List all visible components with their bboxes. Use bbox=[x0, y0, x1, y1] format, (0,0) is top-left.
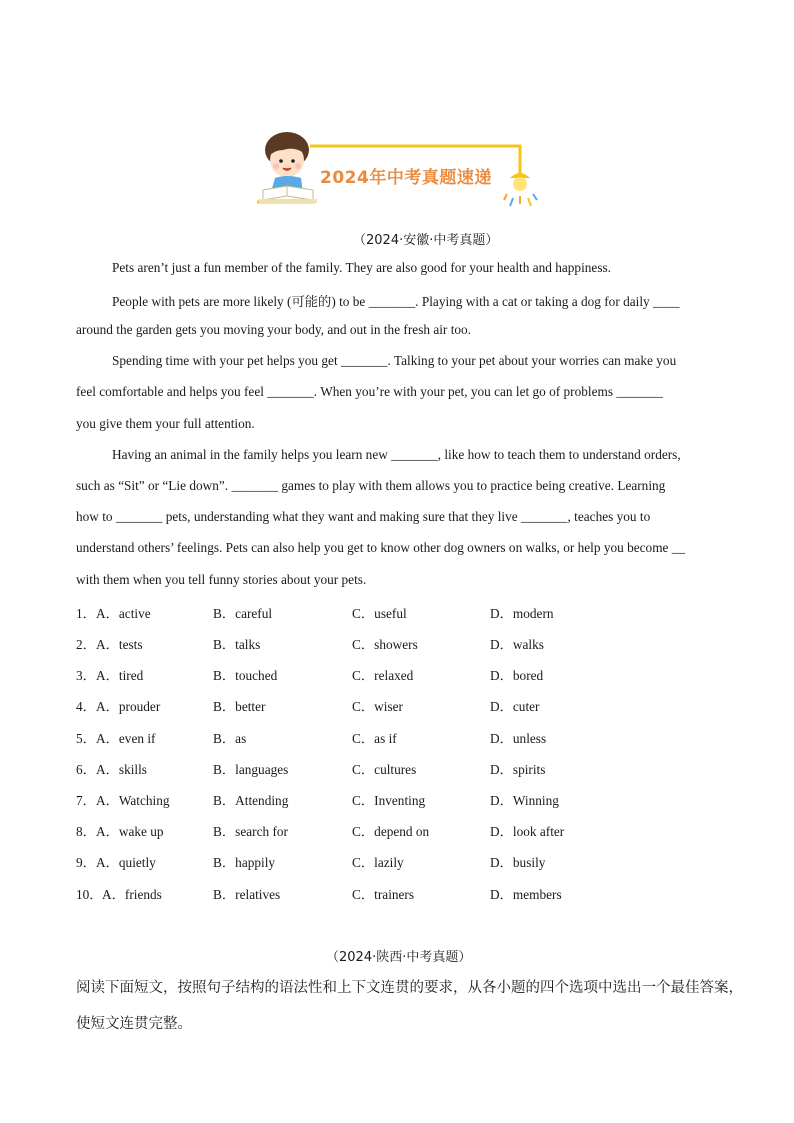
passage-line: such as “Sit” or “Lie down”. _______ games to play with them allows you to practice being creative. Learning bbox=[76, 478, 666, 493]
question-number: 9． bbox=[76, 855, 96, 870]
question-number: 7． bbox=[76, 793, 96, 808]
option-b[interactable]: B．talks bbox=[213, 637, 261, 652]
option-b[interactable]: B．Attending bbox=[213, 793, 289, 808]
option-a[interactable]: A．quietly bbox=[96, 855, 156, 870]
question-row bbox=[76, 634, 716, 652]
option-a[interactable]: A．tests bbox=[96, 637, 143, 652]
option-a[interactable]: A．wake up bbox=[96, 824, 164, 839]
question-row bbox=[76, 665, 716, 683]
instruction-line: 阅读下面短文，按照句子结构的语法性和上下文连贯的要求，从各小题的四个选项中选出一个最佳答案， bbox=[76, 980, 743, 996]
question-number: 6． bbox=[76, 762, 96, 777]
question-number: 8． bbox=[76, 824, 96, 839]
option-c[interactable]: C．Inventing bbox=[352, 793, 426, 808]
option-d[interactable]: D．modern bbox=[490, 606, 554, 621]
option-d[interactable]: D．walks bbox=[490, 637, 544, 652]
option-c[interactable]: C．as if bbox=[352, 731, 397, 746]
option-a[interactable]: A．active bbox=[96, 606, 151, 621]
question-number: 1． bbox=[76, 606, 96, 621]
passage-line: People with pets are more likely (可能的) to be _______. Playing with a cat or taking a dog for daily ____ bbox=[112, 294, 680, 309]
question-row bbox=[76, 603, 716, 621]
passage-line: Pets aren’t just a fun member of the family. They are also good for your health and happiness. bbox=[112, 260, 611, 275]
banner-title: 2024年中考真题速递 bbox=[320, 168, 492, 188]
passage-line: you give them your full attention. bbox=[76, 416, 255, 431]
option-a[interactable]: A．even if bbox=[96, 731, 156, 746]
option-c[interactable]: C．depend on bbox=[352, 824, 430, 839]
question-row bbox=[76, 884, 716, 902]
question-row bbox=[76, 821, 716, 839]
question-row bbox=[76, 759, 716, 777]
option-a[interactable]: A．skills bbox=[96, 762, 147, 777]
passage-line: around the garden gets you moving your body, and out in the fresh air too. bbox=[76, 322, 472, 337]
question-row bbox=[76, 696, 716, 714]
option-c[interactable]: C．wiser bbox=[352, 699, 403, 714]
option-a[interactable]: A．tired bbox=[96, 668, 144, 683]
option-d[interactable]: D．cuter bbox=[490, 699, 540, 714]
passage-line: Spending time with your pet helps you get _______. Talking to your pet about your worries can make you bbox=[112, 353, 677, 368]
source-shaanxi: （2024·陕西·中考真题） bbox=[326, 950, 472, 965]
question-number: 3． bbox=[76, 668, 96, 683]
option-a[interactable]: A．prouder bbox=[96, 699, 161, 714]
option-b[interactable]: B．search for bbox=[213, 824, 288, 839]
instruction-line: 使短文连贯完整。 bbox=[76, 1016, 192, 1032]
option-c[interactable]: C．trainers bbox=[352, 887, 415, 902]
question-number: 10． bbox=[76, 887, 103, 902]
question-number: 2． bbox=[76, 637, 96, 652]
question-row bbox=[76, 790, 716, 808]
option-d[interactable]: D．spirits bbox=[490, 762, 546, 777]
option-b[interactable]: B．happily bbox=[213, 855, 276, 870]
option-d[interactable]: D．look after bbox=[490, 824, 565, 839]
option-c[interactable]: C．useful bbox=[352, 606, 407, 621]
option-d[interactable]: D．Winning bbox=[490, 793, 559, 808]
question-row bbox=[76, 852, 716, 870]
question-row bbox=[76, 728, 716, 746]
option-d[interactable]: D．bored bbox=[490, 668, 544, 683]
option-b[interactable]: B．as bbox=[213, 731, 247, 746]
option-c[interactable]: C．showers bbox=[352, 637, 418, 652]
option-a[interactable]: A．friends bbox=[102, 887, 162, 902]
source-anhui: （2024·安徽·中考真题） bbox=[353, 233, 499, 248]
option-b[interactable]: B．touched bbox=[213, 668, 278, 683]
option-c[interactable]: C．lazily bbox=[352, 855, 404, 870]
option-a[interactable]: A．Watching bbox=[96, 793, 170, 808]
option-b[interactable]: B．languages bbox=[213, 762, 289, 777]
option-d[interactable]: D．unless bbox=[490, 731, 547, 746]
question-number: 5． bbox=[76, 731, 96, 746]
question-number: 4． bbox=[76, 699, 96, 714]
passage-line: how to _______ pets, understanding what they want and making sure that they live _______, teaches you to bbox=[76, 509, 651, 524]
option-b[interactable]: B．better bbox=[213, 699, 266, 714]
option-d[interactable]: D．busily bbox=[490, 855, 546, 870]
passage-line: with them when you tell funny stories about your pets. bbox=[76, 572, 367, 587]
option-c[interactable]: C．relaxed bbox=[352, 668, 414, 683]
option-b[interactable]: B．careful bbox=[213, 606, 273, 621]
option-b[interactable]: B．relatives bbox=[213, 887, 281, 902]
lightbulb-icon bbox=[504, 168, 537, 206]
passage-line: feel comfortable and helps you feel _______. When you’re with your pet, you can let go of problems _______ bbox=[76, 384, 663, 399]
boy-reading-icon bbox=[259, 132, 317, 203]
option-d[interactable]: D．members bbox=[490, 887, 562, 902]
passage-line: Having an animal in the family helps you learn new _______, like how to teach them to understand orders, bbox=[112, 447, 681, 462]
option-c[interactable]: C．cultures bbox=[352, 762, 417, 777]
passage-line: understand others’ feelings. Pets can also help you get to know other dog owners on walks, or help you become __ bbox=[76, 540, 686, 555]
